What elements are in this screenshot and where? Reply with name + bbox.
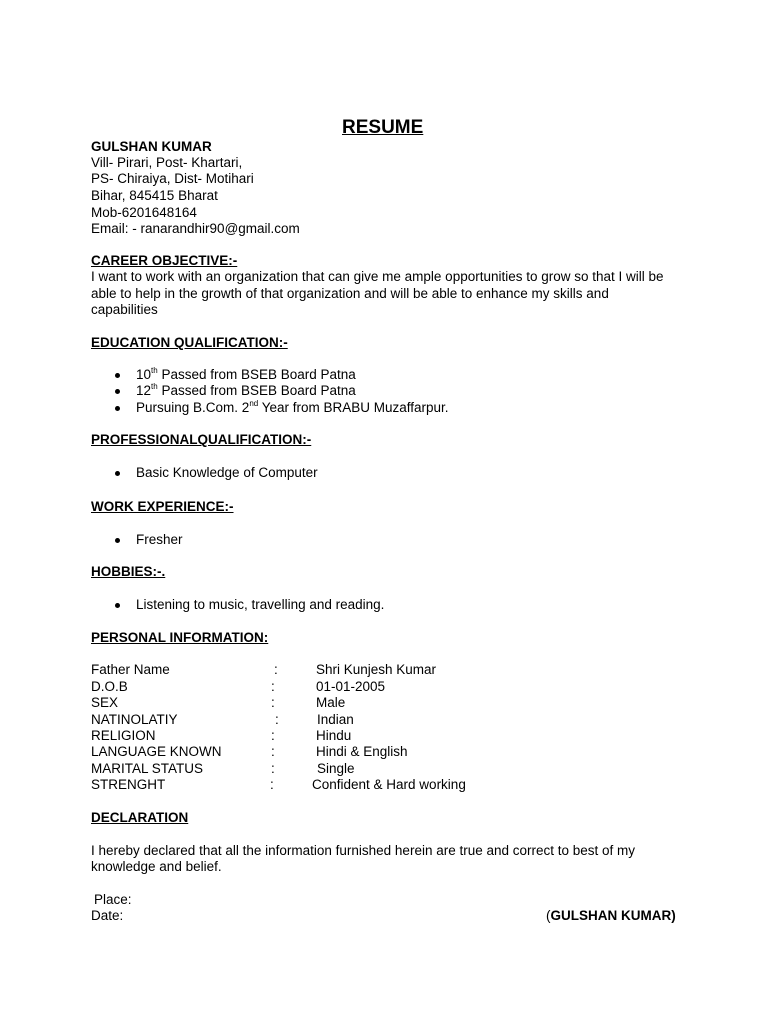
education-item: Pursuing B.Com. 2nd Year from BRABU Muzaffarpur. xyxy=(136,399,449,415)
work-item: Fresher xyxy=(136,532,183,547)
personal-separator: : xyxy=(274,662,278,677)
hobbies-heading: HOBBIES:-. xyxy=(91,564,166,579)
professional-qualification-heading: PROFESSIONALQUALIFICATION:- xyxy=(91,432,312,447)
professional-item: Basic Knowledge of Computer xyxy=(136,465,318,480)
signature: (GULSHAN KUMAR) xyxy=(546,908,676,923)
candidate-name: GULSHAN KUMAR xyxy=(91,139,212,154)
personal-value: Confident & Hard working xyxy=(312,777,466,792)
bullet-icon xyxy=(115,373,120,378)
education-item: 10th Passed from BSEB Board Patna xyxy=(136,366,356,382)
personal-value: Indian xyxy=(317,712,354,727)
education-heading: EDUCATION QUALIFICATION:- xyxy=(91,335,288,350)
bullet-icon xyxy=(115,538,120,543)
personal-label: NATINOLATIY xyxy=(91,712,178,727)
career-objective-line-2: able to help in the growth of that organization and will be able to enhance my skills and xyxy=(91,286,609,301)
bullet-icon xyxy=(115,389,120,394)
career-objective-line-1: I want to work with an organization that can give me ample opportunities to grow so that I will be xyxy=(91,269,664,284)
date-label: Date: xyxy=(91,908,124,923)
personal-label: RELIGION xyxy=(91,728,156,743)
hobby-item: Listening to music, travelling and reading. xyxy=(136,597,385,612)
personal-separator: : xyxy=(275,712,279,727)
declaration-line-2: knowledge and belief. xyxy=(91,859,222,874)
email-address: Email: - ranarandhir90@gmail.com xyxy=(91,221,300,236)
personal-separator: : xyxy=(270,777,274,792)
personal-label: Father Name xyxy=(91,662,170,677)
bullet-icon xyxy=(115,471,120,476)
resume-title: RESUME xyxy=(342,117,424,138)
personal-value: Single xyxy=(317,761,355,776)
bullet-icon xyxy=(115,406,120,411)
personal-value: Hindi & English xyxy=(316,744,408,759)
personal-separator: : xyxy=(271,728,275,743)
personal-label: D.O.B xyxy=(91,679,128,694)
personal-value: Male xyxy=(316,695,346,710)
personal-label: LANGUAGE KNOWN xyxy=(91,744,222,759)
personal-separator: : xyxy=(271,744,275,759)
personal-separator: : xyxy=(271,679,275,694)
personal-value: 01-01-2005 xyxy=(316,679,386,694)
personal-label: MARITAL STATUS xyxy=(91,761,204,776)
personal-separator: : xyxy=(271,761,275,776)
declaration-line-1: I hereby declared that all the information furnished herein are true and correct to best of my xyxy=(91,843,636,858)
address-line-2: PS- Chiraiya, Dist- Motihari xyxy=(91,171,254,186)
career-objective-heading: CAREER OBJECTIVE:- xyxy=(91,253,238,268)
personal-label: STRENGHT xyxy=(91,777,166,792)
personal-value: Hindu xyxy=(316,728,352,743)
bullet-icon xyxy=(115,603,120,608)
personal-separator: : xyxy=(271,695,275,710)
place-label: Place: xyxy=(94,892,132,907)
personal-information-heading: PERSONAL INFORMATION: xyxy=(91,630,269,645)
personal-label: SEX xyxy=(91,695,119,710)
mobile-number: Mob-6201648164 xyxy=(91,205,197,220)
personal-value: Shri Kunjesh Kumar xyxy=(316,662,437,677)
declaration-heading: DECLARATION xyxy=(91,810,189,825)
work-experience-heading: WORK EXPERIENCE:- xyxy=(91,499,234,514)
career-objective-line-3: capabilities xyxy=(91,302,158,317)
address-line-3: Bihar, 845415 Bharat xyxy=(91,188,218,203)
education-item: 12th Passed from BSEB Board Patna xyxy=(136,382,356,398)
address-line-1: Vill- Pirari, Post- Khartari, xyxy=(91,155,243,170)
